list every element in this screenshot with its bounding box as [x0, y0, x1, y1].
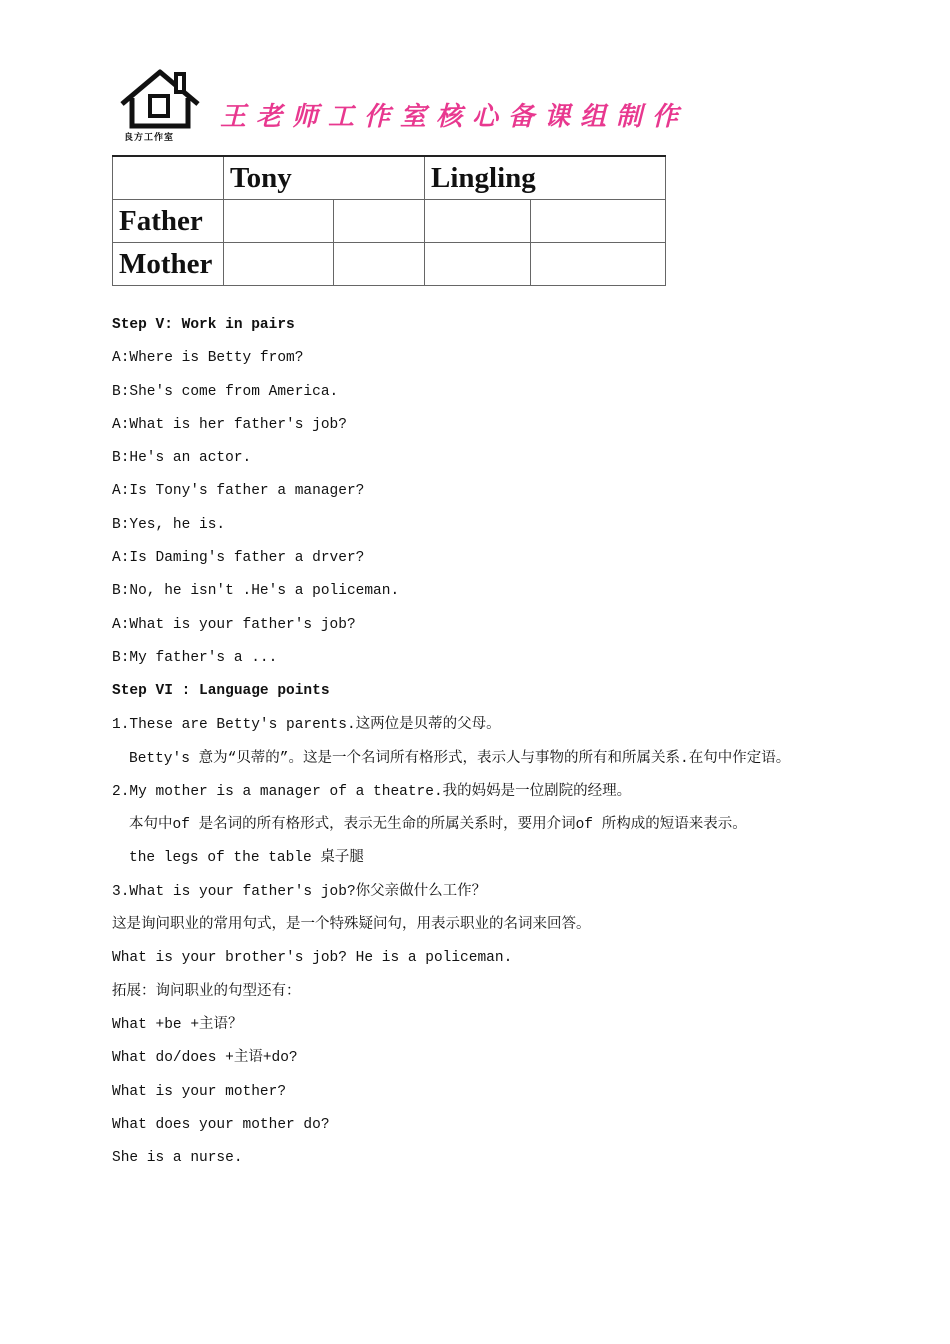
table-row	[113, 200, 666, 243]
point-1: 1.These are Betty's parents.这两位是贝蒂的父母。	[112, 716, 501, 733]
dialogue-line: B:Yes, he is.	[112, 516, 226, 533]
dialogue-line: A:What is your father's job?	[112, 616, 356, 633]
step6-heading: Step VI : Language points	[112, 683, 330, 700]
table-cell	[224, 243, 334, 286]
row-label-father: Father	[113, 200, 224, 243]
table-cell	[334, 243, 425, 286]
point-3-example: What is your brother's job? He is a policeman.	[112, 950, 513, 967]
step5-heading: Step V: Work in pairs	[112, 317, 295, 333]
pattern-line: What +be +主语？	[112, 1016, 243, 1033]
example-line: What does your mother do?	[112, 1116, 330, 1133]
table-header-row	[113, 156, 666, 200]
table-cell	[531, 200, 666, 243]
dialogue-line: A:Is Tony's father a manager?	[112, 483, 365, 500]
logo-caption: 良方工作室	[124, 133, 175, 143]
table-header-lingling: Lingling	[425, 156, 666, 200]
table-cell	[224, 200, 334, 243]
table-row	[113, 243, 666, 286]
example-line: What is your mother?	[112, 1083, 287, 1100]
table-corner-cell	[113, 156, 224, 200]
point-2: 2.My mother is a manager of a theatre.我的妈妈是一位剧院的经理。	[112, 783, 632, 800]
dialogue-line: B:No, he isn't .He's a policeman.	[112, 583, 400, 600]
point-3: 3.What is your father's job?你父亲做什么工作？	[112, 883, 487, 900]
banner-title: 王老师工作室核心备课组制作	[220, 102, 689, 132]
point-3-note: 这是询问职业的常用句式，是一个特殊疑问句，用表示职业的名词来回答。	[112, 917, 591, 934]
point-1-note: Betty's 意为“贝蒂的”。这是一个名词所有格形式，表示人与事物的所有和所属关系.在句中作定语。	[129, 750, 791, 767]
dialogue-line: A:What is her father's job?	[112, 416, 347, 433]
dialogue-line: B:My father's a ...	[112, 649, 278, 666]
example-line: She is a nurse.	[112, 1150, 243, 1167]
document-body	[112, 314, 852, 1180]
pattern-line: What do/does +主语+do?	[112, 1050, 298, 1067]
dialogue-line: A:Where is Betty from?	[112, 350, 304, 367]
table-header-tony: Tony	[224, 156, 425, 200]
extension-heading: 拓展：询问职业的句型还有：	[112, 983, 301, 1000]
table-cell	[425, 200, 531, 243]
page-header	[118, 68, 758, 148]
dialogue-line: A:Is Daming's father a drver?	[112, 550, 365, 567]
point-2-note: 本句中of 是名词的所有格形式，表示无生命的所属关系时，要用介词of 所构成的短语来表示。	[129, 817, 747, 834]
table-cell	[334, 200, 425, 243]
family-jobs-table	[112, 155, 666, 286]
row-label-mother: Mother	[113, 243, 224, 286]
point-2-example: the legs of the table 桌子腿	[129, 850, 364, 867]
table-cell	[425, 243, 531, 286]
table-cell	[531, 243, 666, 286]
dialogue-line: B:He's an actor.	[112, 450, 252, 467]
dialogue-line: B:She's come from America.	[112, 383, 339, 400]
